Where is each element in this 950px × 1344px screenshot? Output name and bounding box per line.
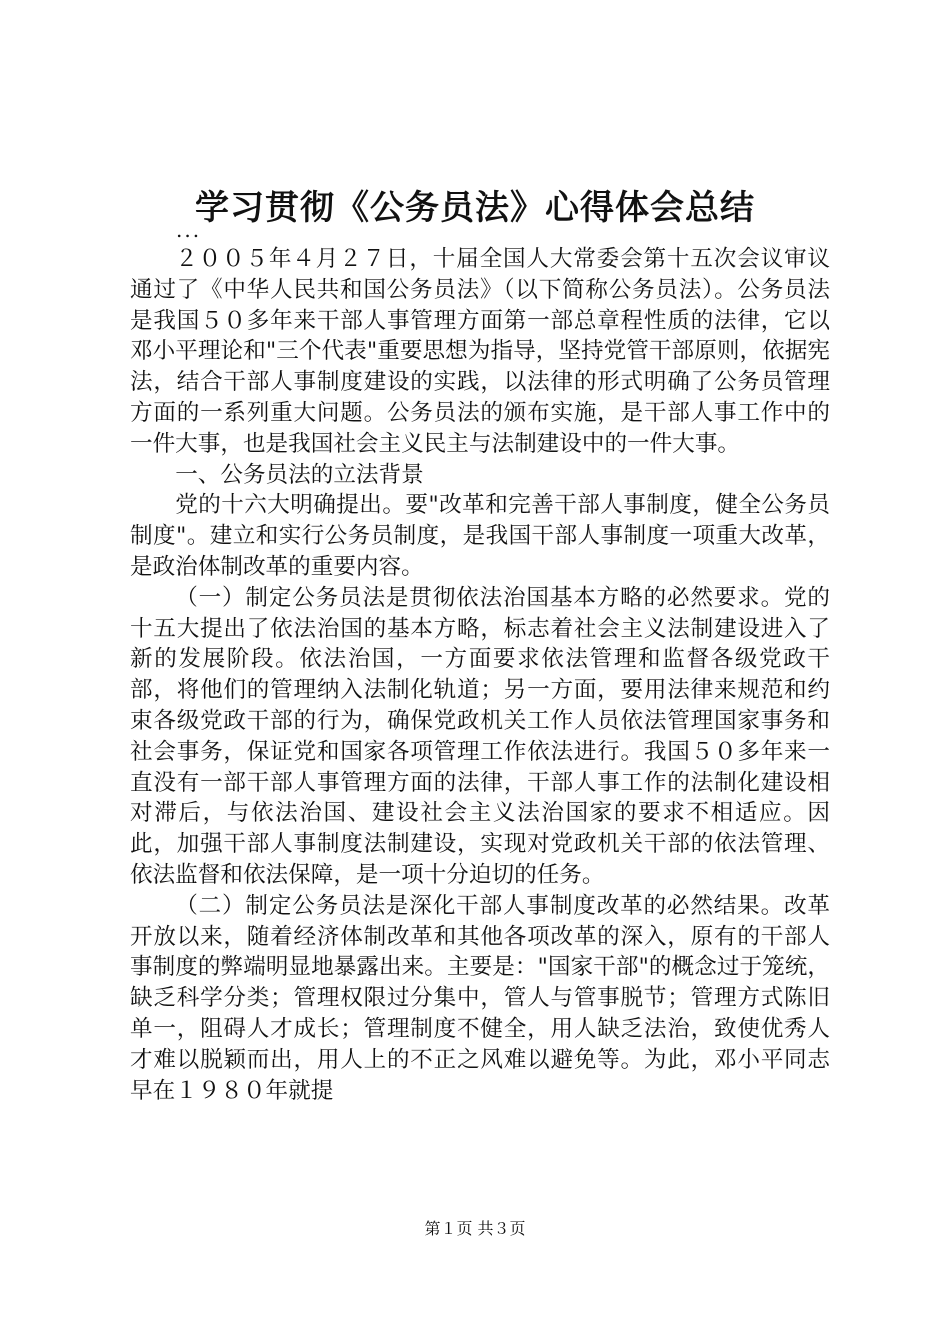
page-footer: 第１页 共３页 [424, 1219, 526, 1238]
document-body [130, 244, 830, 1106]
paragraph-point-two: （二）制定公务员法是深化干部人事制度改革的必然结果。改革开放以来，随着经济体制改革和其他各项改革的深入，原有的干部人事制度的弊端明显地暴露出来。主要是："国家干部"的概念过于笼统，缺乏科学分类；管理权限过分集中，管人与管事脱节；管理方式陈旧单一，阻碍人才成长；管理制度不健全，用人缺乏法治，致使优秀人才难以脱颖而出，用人上的不正之风难以避免等。为此，邓小平同志早在１９８０年就提 [130, 892, 830, 1104]
paragraph-background: 党的十六大明确提出。要"改革和完善干部人事制度，健全公务员制度"。建立和实行公务员制度，是我国干部人事制度一项重大改革，是政治体制改革的重要内容。 [130, 492, 830, 580]
section-heading: 一、公务员法的立法背景 [175, 461, 424, 488]
paragraph-point-one: （一）制定公务员法是贯彻依法治国基本方略的必然要求。党的十五大提出了依法治国的基本方略，标志着社会主义法制建设进入了新的发展阶段。依法治国，一方面要求依法管理和监督各级党政干部，将他们的管理纳入法制化轨道；另一方面，要用法律来规范和约束各级党政干部的行为，确保党政机关工作人员依法管理国家事务和社会事务，保证党和国家各项管理工作依法进行。我国５０多年来一直没有一部干部人事管理方面的法律，干部人事工作的法制化建设相对滞后，与依法治国、建设社会主义法治国家的要求不相适应。因此，加强干部人事制度法制建设，实现对党政机关干部的依法管理、依法监督和依法保障，是一项十分迫切的任务。 [130, 584, 830, 888]
document-title: 学习贯彻《公务员法》心得体会总结 [195, 188, 755, 228]
ellipsis: ... [176, 218, 202, 242]
paragraph-intro: ２００５年４月２７日，十届全国人大常委会第十五次会议审议通过了《中华人民共和国公务员法》（以下简称公务员法）。公务员法是我国５０多年来干部人事管理方面第一部总章程性质的法律，它以邓小平理论和"三个代表"重要思想为指导，坚持党管干部原则，依据宪法，结合干部人事制度建设的实践，以法律的形式明确了公务员管理方面的一系列重大问题。公务员法的颁布实施，是干部人事工作中的一件大事，也是我国社会主义民主与法制建设中的一件大事。 [130, 246, 830, 457]
